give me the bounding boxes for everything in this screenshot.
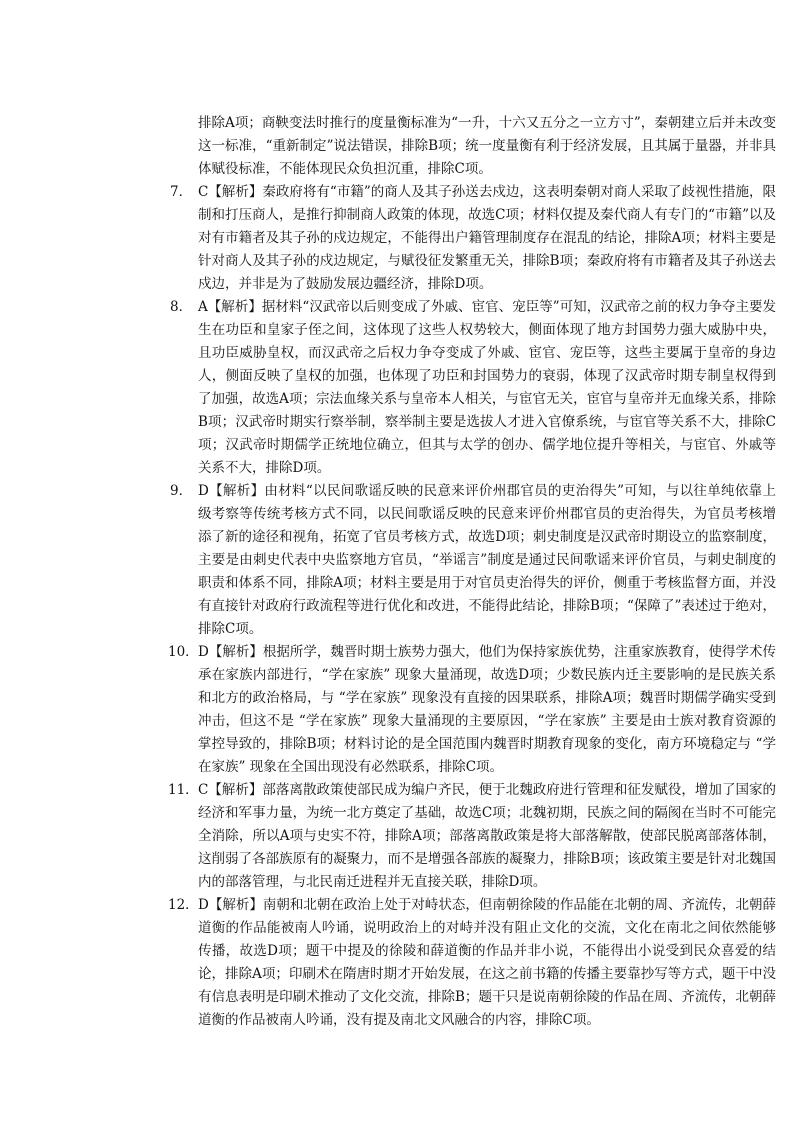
item-number: 9． xyxy=(170,483,193,499)
continued-paragraph: 排除A项；商鞅变法时推行的度量衡标准为“一升，十六又五分之一立方寸”，秦朝建立后并未改变这一标准，“重新制定”说法错误，排除B项；统一度量衡有利于经济发展，且其属于量器，并非具体赋役标准，不能体现民众负担沉重，排除C项。 xyxy=(198,115,776,177)
item-number: 7． xyxy=(170,184,193,200)
item-number: 12． xyxy=(168,897,199,913)
item-text: A【解析】据材料“汉武帝以后则变成了外戚、宦官、宠臣等”可知，汉武帝之前的权力争夺主要发生在功臣和皇家子侄之间，这体现了这些人权势较大，侧面体现了地方封国势力强大威胁中央，且功臣威胁皇权，而汉武帝之后权力争夺变成了外戚、宦官、宠臣等，这些主要属于皇帝的身边人，侧面反映了皇权的加强，也体现了功臣和封国势力的衰弱，体现了汉武帝时期专制皇权得到了加强，故选A项；宗法血缘关系与皇帝本人相关，与宦官无关，宦官与皇帝并无血缘关系，排除B项；汉武帝时期实行察举制，察举制主要是选拔人才进入官僚系统，与宦官等关系不大，排除C项；汉武帝时期儒学正统地位确立，但其与太学的创办、儒学地位提升等相关，与宦官、外戚等关系不大，排除D项。 xyxy=(198,299,776,476)
item-number: 10． xyxy=(168,644,199,660)
item-text: D【解析】根据所学，魏晋时期士族势力强大，他们为保持家族优势，注重家族教育，使得学术传承在家族内部进行，“学在家族” 现象大量涌现，故选D项；少数民族内迁主要影响的是民族关系和北方的政治格局，与 “学在家族” 现象没有直接的因果联系，排除A项；魏晋时期儒学确实受到冲击，但这不是 “学在家族” 现象大量涌现的主要原因，“学在家族” 主要是由士族对教育资源的掌控导致的，排除B项；材料讨论的是全国范围内魏晋时期教育现象的变化，南方环境稳定与 “学在家族” 现象在全国出现没有必然联系，排除C项。 xyxy=(198,644,776,775)
answer-explanations xyxy=(170,112,776,1032)
item-text: D【解析】由材料“以民间歌谣反映的民意来评价州郡官员的吏治得失”可知，与以往单纯依靠上级考察等传统考核方式不同，以民间歌谣反映的民意来评价州郡官员的吏治得失，为官员考核增添了新的途径和视角，拓宽了官员考核方式，故选D项；刺史制度是汉武帝时期设立的监察制度，主要是由刺史代表中央监察地方官员，“举谣言”制度是通过民间歌谣来评价官员，与刺史制度的职责和体系不同，排除A项；材料主要是用于对官员吏治得失的评价，侧重于考核监督方面，并没有直接针对政府行政流程等进行优化和改进，不能得此结论，排除B项；“保障了”表述过于绝对，排除C项。 xyxy=(198,483,776,637)
item-text: C【解析】部落离散政策使部民成为编户齐民，便于北魏政府进行管理和征发赋役，增加了国家的经济和军事力量，为统一北方奠定了基础，故选C项；北魏初期，民族之间的隔阂在当时不可能完全消除，所以A项与史实不符，排除A项；部落离散政策是将大部落解散，使部民脱离部落体制，这削弱了各部族原有的凝聚力，而不是增强各部族的凝聚力，排除B项；该政策主要是针对北魏国内的部落管理，与北民南迁进程并无直接关联，排除D项。 xyxy=(198,782,776,890)
item-number: 11． xyxy=(168,782,199,798)
answer-item-11 xyxy=(170,779,776,894)
answer-item-10 xyxy=(170,641,776,779)
answer-item-8 xyxy=(170,296,776,480)
item-number: 8． xyxy=(170,299,193,315)
answer-item-9 xyxy=(170,480,776,641)
item-text: D【解析】南朝和北朝在政治上处于对峙状态，但南朝徐陵的作品能在北朝的周、齐流传，北朝薛道衡的作品能被南人吟诵，说明政治上的对峙并没有阻止文化的交流，文化在南北之间依然能够传播，故选D项；题干中提及的徐陵和薛道衡的作品并非小说，不能得出小说受到民众喜爱的结论，排除A项；印刷术在隋唐时期才开始发展，在这之前书籍的传播主要靠抄写等方式，题干中没有信息表明是印刷术推动了文化交流，排除B；题干只是说南朝徐陵的作品在周、齐流传，北朝薛道衡的作品被南人吟诵，没有提及南北文风融合的内容，排除C项。 xyxy=(198,897,776,1028)
answer-item-7 xyxy=(170,181,776,296)
item-text: C【解析】秦政府将有“市籍”的商人及其子孙送去戍边，这表明秦朝对商人采取了歧视性措施，限制和打压商人，是推行抑制商人政策的体现，故选C项；材料仅提及秦代商人有专门的“市籍”以及对有市籍者及其子孙的戍边规定，不能得出户籍管理制度存在混乱的结论，排除A项；材料主要是针对商人及其子孙的戍边规定，与赋役征发繁重无关，排除B项；秦政府将有市籍者及其子孙送去戍边，并非是为了鼓励发展边疆经济，排除D项。 xyxy=(198,184,776,292)
answer-item-12 xyxy=(170,894,776,1032)
